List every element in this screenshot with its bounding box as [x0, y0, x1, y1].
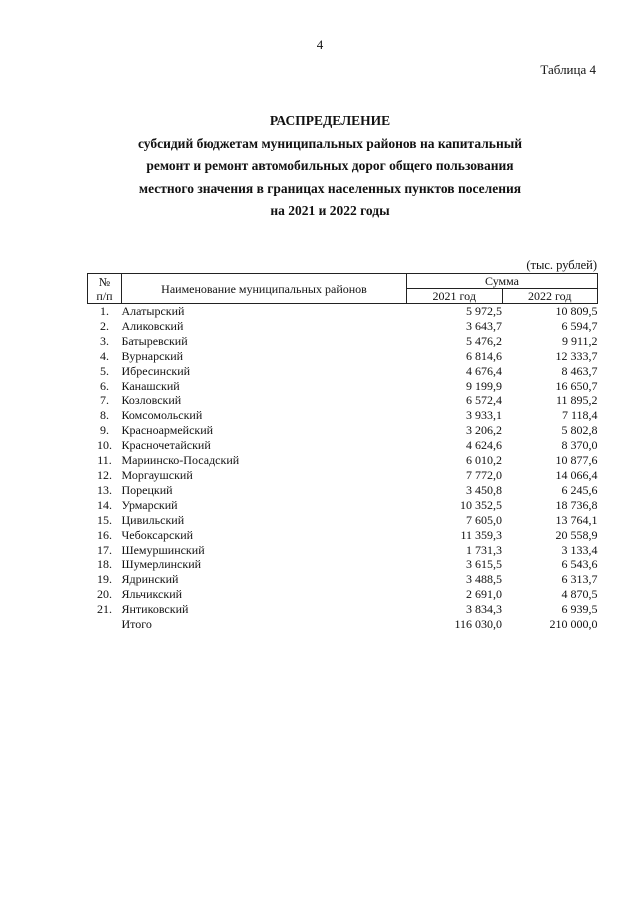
- amount-2021: 3 615,5: [466, 557, 502, 572]
- district-name: Канашский: [121, 378, 180, 393]
- amount-2021: 3 206,2: [466, 423, 502, 438]
- total-number-cell: [88, 617, 122, 632]
- amount-2021: 2 691,0: [466, 587, 502, 602]
- table-row: [88, 528, 598, 543]
- amount-2021: 6 572,4: [466, 393, 502, 408]
- amount-2021: 3 933,1: [466, 408, 502, 423]
- row-number: 21.: [97, 602, 112, 617]
- amount-2022: 6 543,6: [561, 557, 598, 572]
- amount-2021: 4 676,4: [466, 363, 502, 378]
- header-sum: Сумма: [407, 274, 598, 289]
- table-row: [88, 438, 598, 453]
- title-line: на 2021 и 2022 годы: [270, 203, 390, 218]
- table-row: [88, 349, 598, 364]
- amount-2022: 14 066,4: [555, 467, 598, 482]
- total-2021: 116 030,0: [454, 617, 502, 632]
- title-line: ремонт и ремонт автомобильных дорог общего пользования: [146, 158, 514, 173]
- row-number: 3.: [100, 333, 109, 348]
- amount-2021: 6 010,2: [466, 453, 502, 468]
- district-name: Козловский: [121, 393, 182, 408]
- table-row: [88, 572, 598, 587]
- table-row: [88, 513, 598, 528]
- total-2022: 210 000,0: [549, 617, 598, 632]
- district-name: Шумерлинский: [121, 557, 202, 572]
- title-line: местного значения в границах населенных пунктов поселения: [138, 180, 522, 196]
- table-row: [88, 602, 598, 617]
- row-number: 7.: [100, 393, 109, 408]
- table-row: [88, 379, 598, 394]
- amount-2022: 3 133,4: [561, 542, 598, 557]
- header-number: [88, 274, 122, 304]
- table-row: [88, 364, 598, 379]
- amount-2021: 3 834,3: [466, 602, 502, 617]
- amount-2021: 11 359,3: [460, 527, 502, 542]
- amount-2022: 11 895,2: [555, 393, 598, 408]
- district-name: Комсомольский: [121, 408, 203, 423]
- row-number: 4.: [100, 348, 109, 363]
- district-name: Красночетайский: [121, 438, 211, 453]
- district-name: Ибресинский: [121, 363, 191, 378]
- header-year-2021: 2021 год: [407, 289, 503, 304]
- amount-2021: 9 199,9: [466, 378, 502, 393]
- row-number: 6.: [100, 378, 109, 393]
- table-row: [88, 334, 598, 349]
- district-name: Аликовский: [121, 318, 184, 333]
- document-title: [80, 110, 580, 223]
- header-number-line2: п/п: [96, 288, 113, 303]
- amount-2022: 6 313,7: [561, 572, 598, 587]
- table-row: [88, 498, 598, 513]
- table-row: [88, 543, 598, 558]
- district-name: Алатырский: [121, 304, 185, 318]
- district-name: Чебоксарский: [121, 527, 194, 542]
- amount-2021: 7 772,0: [466, 467, 502, 482]
- row-number: 11.: [97, 453, 112, 468]
- amount-2021: 5 972,5: [466, 304, 502, 318]
- amount-2022: 8 370,0: [561, 438, 598, 453]
- amount-2022: 6 594,7: [561, 318, 598, 333]
- row-number: 18.: [97, 557, 112, 572]
- row-number: 15.: [97, 512, 112, 527]
- table-row: [88, 304, 598, 319]
- row-number: 14.: [97, 497, 112, 512]
- table-row: [88, 468, 598, 483]
- row-number: 19.: [97, 572, 112, 587]
- amount-2021: 3 643,7: [466, 318, 502, 333]
- district-name: Янтиковский: [121, 602, 189, 617]
- row-number: 20.: [97, 587, 112, 602]
- district-name: Яльчикский: [121, 587, 183, 602]
- district-name: Шемуршинский: [121, 542, 205, 557]
- amount-2022: 6 245,6: [561, 482, 598, 497]
- amount-2022: 6 939,5: [561, 602, 598, 617]
- table-row: [88, 453, 598, 468]
- amount-2022: 10 809,5: [555, 304, 598, 318]
- row-number: 10.: [97, 438, 112, 453]
- amount-2022: 13 764,1: [555, 512, 598, 527]
- header-number-line1: №: [98, 274, 111, 289]
- table-row: [88, 408, 598, 423]
- row-number: 5.: [100, 363, 109, 378]
- table-row: [88, 483, 598, 498]
- row-number: 12.: [97, 467, 112, 482]
- table-label: Таблица 4: [540, 62, 596, 77]
- amount-2021: 3 450,8: [466, 482, 502, 497]
- district-name: Урмарский: [121, 497, 178, 512]
- amount-2021: 7 605,0: [466, 512, 502, 527]
- distribution-table: [87, 273, 598, 632]
- row-number: 2.: [100, 318, 109, 333]
- amount-2021: 4 624,6: [466, 438, 502, 453]
- district-name: Цивильский: [121, 512, 185, 527]
- table-body: [88, 304, 598, 633]
- page-number: 4: [316, 37, 324, 52]
- row-number: 8.: [100, 408, 109, 423]
- amount-2021: 5 476,2: [466, 333, 502, 348]
- row-number: 16.: [97, 527, 112, 542]
- unit-note: (тыс. рублей): [526, 258, 597, 272]
- amount-2022: 4 870,5: [561, 587, 598, 602]
- row-number: 13.: [97, 482, 112, 497]
- amount-2021: 1 731,3: [466, 542, 502, 557]
- district-name: Порецкий: [121, 482, 173, 497]
- total-row: [88, 617, 598, 632]
- table-row: [88, 423, 598, 438]
- header-year-2022: 2022 год: [502, 289, 598, 304]
- amount-2022: 5 802,8: [561, 423, 598, 438]
- district-name: Батыревский: [121, 333, 188, 348]
- row-number: 17.: [97, 542, 112, 557]
- row-number: 9.: [100, 423, 109, 438]
- district-name: Вурнарский: [121, 348, 184, 363]
- amount-2022: 10 877,6: [555, 453, 598, 468]
- header-name: Наименование муниципальных районов: [122, 274, 407, 304]
- amount-2021: 10 352,5: [460, 497, 502, 512]
- table-row: [88, 393, 598, 408]
- amount-2021: 3 488,5: [466, 572, 502, 587]
- district-name: Моргаушский: [121, 467, 193, 482]
- amount-2022: 7 118,4: [561, 408, 598, 423]
- title-line: РАСПРЕДЕЛЕНИЕ: [269, 113, 391, 128]
- table-row: [88, 319, 598, 334]
- amount-2021: 6 814,6: [466, 348, 502, 363]
- amount-2022: 20 558,9: [555, 527, 598, 542]
- district-name: Красноармейский: [121, 423, 214, 438]
- amount-2022: 16 650,7: [555, 378, 598, 393]
- row-number: 1.: [100, 304, 109, 318]
- amount-2022: 9 911,2: [561, 333, 598, 348]
- table-row: [88, 557, 598, 572]
- amount-2022: 12 333,7: [555, 348, 598, 363]
- table-row: [88, 587, 598, 602]
- amount-2022: 18 736,8: [555, 497, 598, 512]
- district-name: Ядринский: [121, 572, 179, 587]
- title-line: субсидий бюджетам муниципальных районов на капитальный: [137, 135, 523, 151]
- total-label: Итого: [121, 617, 152, 632]
- district-name: Мариинско-Посадский: [121, 453, 240, 468]
- amount-2022: 8 463,7: [561, 363, 598, 378]
